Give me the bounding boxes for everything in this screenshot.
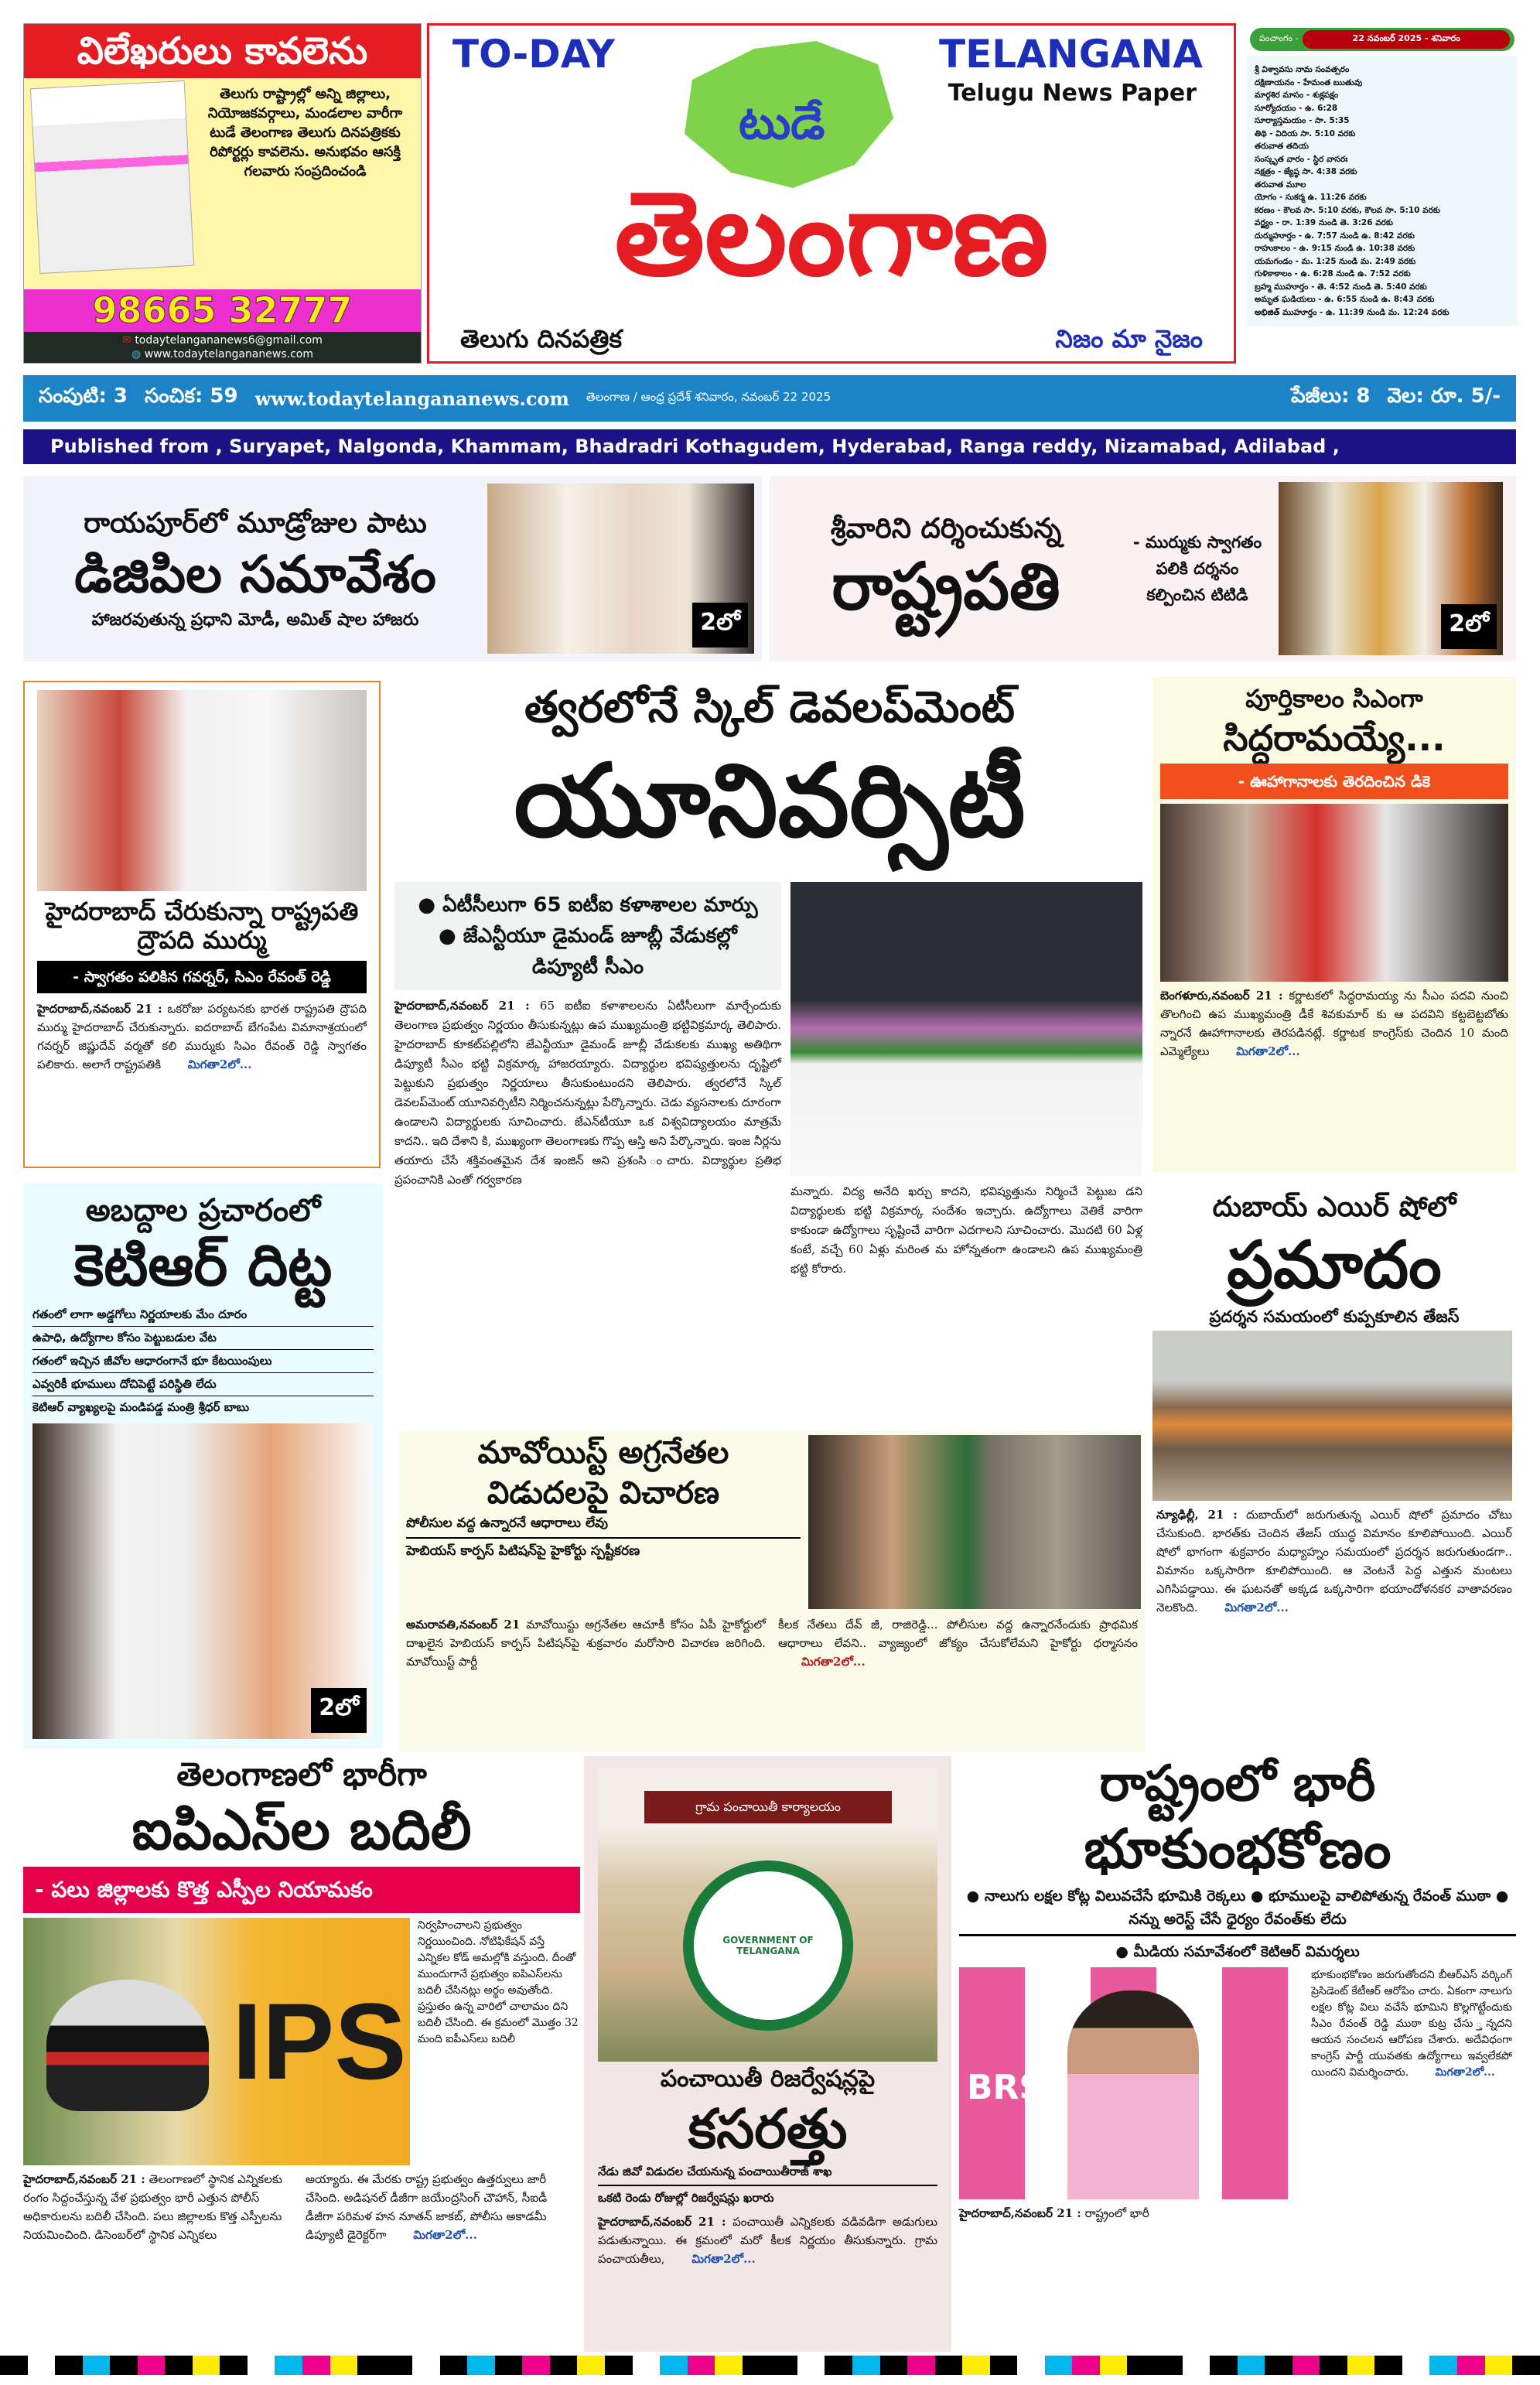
lead-body: హైదరాబాద్,నవంబర్ 21 : 65 ఐటీఐ కళాశాలలను ఏటీసీలుగా మార్చేందుకు తెలంగాణ ప్రభుత్వం నిర్ణయం తీసుకున్నట్లు ఉప ముఖ్యమంత్రి భట్టివిక్రమార్క తెలిపారు. హైదరాబాద్ కూకట్‌పల్లిలోని జేఎన్టీయూ డైమండ్ జూబ్లీ వేడుకలకు ముఖ్య అతిథిగా డిప్యూటీ సీఎం భట్టి విక్రమార్క హాజరయ్యారు. విద్యార్థుల భవిష్యత్తులను దృష్టిలో పెట్టుకుని ప్రభుత్వం నిర్ణయాలు తీసుకుంటుందని తెలిపారు. త్వరలోనే స్కిల్ డెవలప్‌మెంట్ యూనివర్సిటీని నిర్మించనున్నట్లు పేర్కొన్నారు. చెడు వ్యసనాలకు దూరంగా ఉండాలని విద్యార్థులకు సూచించారు. జేఎన్‌టీయూ ఒక విశ్వవిద్యాలయం మాత్రమే కాదని.. ఇది దేశాని కి, ముఖ్యంగా తెలంగాణకు గొప్ప ఆస్తి అని పేర్కొన్నారు. ఇంజ నీర్లను తయారు చేసే శక్తివంతమైన దేశ ఇంజిన్ అని ప్రశంసి ంచారు. విద్యార్థుల ప్రతిభ ప్రపంచానికి ఎంతో గర్వకారణ <box>394 999 781 1187</box>
murmu-headline: హైదరాబాద్ చేరుకున్నా రాష్ట్రపతి ద్రౌపది ముర్ము <box>45 897 359 955</box>
registration-swatch <box>1374 2356 1402 2375</box>
registration-swatch <box>962 2356 990 2375</box>
registration-swatch <box>110 2356 138 2375</box>
continued-link[interactable]: మిగతా2లో... <box>1224 1601 1289 1615</box>
continued-link[interactable]: మిగతా2లో... <box>801 1655 866 1669</box>
air-show-article[interactable] <box>1152 1191 1516 1748</box>
registration-swatch <box>880 2356 908 2375</box>
registration-swatch <box>797 2356 825 2375</box>
registration-swatch <box>495 2356 523 2375</box>
ips-strap: - పలు జిల్లాలకు కొత్త ఎస్పీల నియామకం <box>23 1867 580 1913</box>
registration-swatch <box>275 2356 302 2375</box>
panchayat-kicker: పంచాయితీ రిజర్వేషన్లపై <box>660 2066 876 2093</box>
page-ref-badge: 2లో <box>692 603 748 648</box>
land-bullet-2: ● మీడియ సమావేశంలో కెటిఆర్ విమర్శలు <box>1115 1943 1360 1961</box>
ktr-point: గతంలో లాగా అడ్డగోలు నిర్ణయాలకు మేం దూరం <box>32 1304 374 1327</box>
masthead-telangana: TELANGANA <box>939 32 1203 77</box>
lead-bullet-text: ఏటీసీలుగా 65 ఐటీఐ కళాశాలల మార్పు <box>442 894 758 917</box>
airshow-sub: ప్రదర్శన సమయంలో కుప్పకూలిన తేజస్ <box>1209 1307 1460 1326</box>
ips-transfer-article[interactable] <box>23 1756 580 2352</box>
murmu-strap: - స్వాగతం పలికిన గవర్నర్, సిఎం రేవంత్ రెడ్డి <box>37 961 367 993</box>
panchangam-header <box>1250 28 1514 51</box>
lead-body-continued: మన్నారు. విద్య అనేది ఖర్చు కాదని, భవిష్యత్తును నిర్మించే పెట్టుబ డని విద్యార్థులకు భట్టి విక్రమార్క సందేశం ఇచ్చారు. ఉద్యోగాలు వెతికే వారిగా కాకుండా ఉద్యోగాలు సృష్టించే వారిగా ఎదగాలని సూచించారు. మొదటి 60 ఏళ్ల కంటే, వచ్చే 60 ఏళ్లు మరింత మ హోన్నతంగా ఉండాలని ఉప ముఖ్యమంత్రి భట్టి కోరారు. <box>790 1184 1142 1276</box>
murmu-arrival-photo <box>37 690 367 891</box>
ktr-headline: కెటిఆర్ దిట్ట <box>73 1232 333 1299</box>
registration-swatch <box>1292 2356 1320 2375</box>
maoist-leaders-photo <box>808 1435 1141 1609</box>
registration-swatch <box>28 2356 56 2375</box>
registration-swatch <box>660 2356 688 2375</box>
registration-swatch <box>1347 2356 1375 2375</box>
ad-phone: 98665 32777 <box>24 289 421 332</box>
ips-side-body: నిర్వహించాలని ప్రభుత్వం నిర్ణయించింది. నోటిఫికేషన్ వస్తే ఎన్నికల కోడ్ అమల్లోకి వస్తుంది. దీంతో ముందుగానే ప్రభుత్వం ఐపిఎస్‌లను బదిలీ చేసినట్లు అర్థం అవుతోంది. ప్రస్తుతం ఉన్న వారిలో చాలామం దిని బదిలీ చేసింది. ఈ క్రమంలో మొత్తం 32 మంది ఐపీఎస్‌లు బదిలీ <box>418 1919 579 2046</box>
continued-link[interactable]: మిగతా2లో... <box>187 1057 252 1071</box>
ips-headline: ఐపిఎస్‌ల బదిలీ <box>131 1797 472 1863</box>
panchangam-line: తిథి - విదియ సా. 5:10 వరకు <box>1255 128 1356 138</box>
land-headline: భూకుంభకోణం <box>1084 1816 1391 1881</box>
panchayat-article[interactable] <box>584 1756 951 2352</box>
ips-kicker: తెలంగాణలో భారీగా <box>176 1755 427 1793</box>
registration-swatch <box>1155 2356 1183 2375</box>
panchangam-line: సంస్కృత వారం - స్థిర వాసరః <box>1255 154 1348 164</box>
registration-swatch <box>550 2356 578 2375</box>
registration-swatch <box>0 2356 28 2375</box>
registration-swatch <box>825 2356 852 2375</box>
reporters-wanted-ad <box>23 23 422 364</box>
panchayat-headline: కసరత్తు <box>688 2096 848 2161</box>
lead-bullet-text: జేఎన్టీయూ డైమండ్ జూబ్లీ వేడుకల్లో డిప్యూటీ సీఎం <box>463 924 737 979</box>
land-scam-article[interactable] <box>959 1756 1516 2352</box>
newspaper-thumbnail-image <box>30 80 194 274</box>
maoist-body: అమరావతి,నవంబర్ 21 మావోయిస్టు అగ్రనేతల ఆచూకీ కోసం ఏపీ హైకోర్టులో దాఖలైన హెబియస్ కార్పస్ పిటిషన్‌పై శుక్రవారం మరోసారి విచారణ జరిగింది. మావోయిస్ట్ పార్టీ <box>406 1618 766 1669</box>
land-bullets: ● నాలుగు లక్షల కోట్ల విలువచేసే భూమికి రెక్కలు ● భూములపై వాలిపోతున్న రేవంత్ ముఠా ● నన్ను అరెస్ట్ చేసే ధైర్యం రేవంత్‌కు లేదు <box>959 1884 1516 1936</box>
registration-swatch <box>715 2356 743 2375</box>
ad-title: విలేఖరులు కావలెను <box>24 24 421 78</box>
registration-swatch <box>248 2356 275 2375</box>
page-ref-badge: 2లో <box>1441 604 1497 649</box>
panchangam-line: అమృత ఘడియలు - ఉ. 6:55 నుండి ఉ. 8:43 వరకు <box>1255 295 1435 304</box>
registration-swatch <box>55 2356 83 2375</box>
registration-swatch <box>302 2356 330 2375</box>
maoist-body-continued: కీలక నేతలు దేవ్ జీ, రాజిరెడ్డి... పోలీసుల వద్ద ఉన్నారనేందుకు ప్రాథమిక ఆధారాలు లేవని.. వ్యాజ్యంలో జోక్యం చేసుకోలేమని హైకోర్టు ధర్మాసనం మిగతా2లో... <box>778 1618 1138 1669</box>
panchangam-line: యమగండం - మ. 1:25 నుండి మ. 2:49 వరకు <box>1255 256 1416 266</box>
registration-swatch <box>83 2356 111 2375</box>
ad-contact <box>24 332 421 363</box>
panchangam-line: సూర్యాస్తమయం - సా. 5:35 <box>1255 116 1350 125</box>
ktr-figure <box>1067 1990 1199 2199</box>
lead-bullet: ● ఏటీసీలుగా 65 ఐటీఐ కళాశాలల మార్పు <box>418 894 758 917</box>
telangana-emblem-icon: GOVERNMENT OF TELANGANA <box>683 1861 853 2031</box>
registration-swatch <box>577 2356 605 2375</box>
panchayat-sub-1: నేడు జివో విడుదల చేయనున్న పంచాయితీరాజ్ శాఖ <box>598 2165 937 2186</box>
registration-swatch <box>1457 2356 1485 2375</box>
panchayat-sub-2: ఒకటి రెండు రోజుల్లో రిజర్వేషన్లు ఖరారు <box>598 2191 774 2205</box>
panchangam-date: 22 నవంబర్ 2025 - శనివారం <box>1303 30 1510 49</box>
land-side-body: భూకుంభకోణం జరుగుతోందని బీఆర్ఎస్ వర్కింగ్ ప్రెసిడెంట్ కేటీఆర్ ఆరోపిం చారు. ఏకంగా నాలుగు లక్షల కోట్ల విలు వచేసే భూమిని కొల్లగొట్టేందుకు సీఎం రేవంత్ రెడ్డి ముఠా కుట్ర చేసు ్తన్నదని ఆయన సంచలన ఆరోపణ చేశారు. అదేవిధంగా కాంగ్రెస్ పార్టీ యువతకు ఉద్యోగాలు ఇవ్వలేకపో యిందని విమర్శించారు. మిగతా2లో... <box>1311 1969 1512 2079</box>
registration-swatch <box>1183 2356 1210 2375</box>
dgp-meeting-article[interactable] <box>23 476 762 661</box>
tirumala-headline: రాష్ట్రపతి <box>831 548 1060 625</box>
registration-swatch <box>935 2356 963 2375</box>
globe-icon: ◍ <box>131 348 145 360</box>
maoist-kicker: మావోయిస్ట్ అగ్రనేతల <box>477 1435 729 1471</box>
panchayat-body: హైదరాబాద్,నవంబర్ 21 : పంచాయితీ ఎన్నికలకు వడివడిగా అడుగులు పడుతున్నాయి. ఈ క్రమంలో మరో కీలక నిర్ణయం తీసుకున్నారు. గ్రామ పంచాయతీలు, మిగతా2లో... <box>598 2215 937 2266</box>
ips-cap-photo <box>23 1918 410 2165</box>
ktr-point: ఉపాధి, ఉద్యోగాల కోసం పెట్టుబడుల వేట <box>32 1327 374 1350</box>
lead-bullet: ● జేఎన్టీయూ డైమండ్ జూబ్లీ వేడుకల్లో డిప్యూటీ సీఎం <box>439 924 737 979</box>
modi-amitshah-photo <box>487 483 754 654</box>
registration-swatch <box>852 2356 880 2375</box>
registration-swatch <box>385 2356 413 2375</box>
sridhar-babu-photo <box>32 1423 373 1739</box>
masthead-subtitle: Telugu News Paper <box>948 80 1197 107</box>
continued-link[interactable]: మిగతా2లో... <box>413 2228 477 2243</box>
registration-swatch <box>1072 2356 1100 2375</box>
maoist-article[interactable] <box>398 1431 1145 1752</box>
registration-swatch <box>1485 2356 1513 2375</box>
lead-bullets <box>394 882 781 990</box>
tirumala-kicker: శ్రీవారిని దర్శించుకున్న <box>830 513 1062 545</box>
panchangam-line: అభిజిత్ ముహూర్తం - ఉ. 11:39 నుండి మ. 12:24 వరకు <box>1255 307 1450 317</box>
lead-headline: యూనివర్సిటీ <box>514 742 1026 859</box>
panchangam-line: మార్గశిర మాసం - శుక్లపక్షం <box>1255 91 1339 100</box>
ips-image-text: IPS <box>232 1980 407 2103</box>
registration-swatch <box>743 2356 770 2375</box>
maoist-sub-2: హెబియస్ కార్పస్ పిటిషన్‌పై హైకోర్టు స్పష్టీకరణ <box>406 1543 640 1559</box>
registration-swatch <box>522 2356 550 2375</box>
panchangam-line: సూర్యోదయం - ఉ. 6:28 <box>1255 103 1338 113</box>
panchangam-line: తరువాత తదియ <box>1255 142 1309 151</box>
registration-swatch <box>1320 2356 1347 2375</box>
dk-shivakumar-photo <box>1160 804 1508 982</box>
panchangam-line: దుర్ముహూర్తం - ఉ. 7:57 నుండి ఉ. 8:42 వరకు <box>1255 231 1415 241</box>
land-kicker: రాష్ట్రంలో భారీ <box>1099 1755 1376 1813</box>
lead-kicker: త్వరలోనే స్కిల్ డెవలప్‌మెంట్ <box>524 682 1016 733</box>
ktr-point: ఎవ్వరికీ భూములు దోచిపెట్టే పరిస్థితి లేదు <box>32 1373 374 1396</box>
registration-swatch <box>220 2356 248 2375</box>
ktr-kicker: అబద్దాల ప్రచారంలో <box>85 1193 321 1228</box>
continued-link[interactable]: మిగతా2లో... <box>691 2252 756 2266</box>
page-ref-badge: 2లో <box>311 1688 367 1733</box>
murmu-body: హైదరాబాద్,నవంబర్ 21 : ఒకరోజు పర్యటనకు భారత రాష్ట్రపతి ద్రౌపది ముర్ము హైదరాబాద్ చేరుకున్నారు. ఐదరాబాద్ బేగంపేట విమానాశ్రయంలో గవర్నర్ జిష్ణుదేవ్ వర్మతో కలి ముర్ముకు సిఎం రేవంత్ రెడ్డి స్వాగతం పలికారు. అలాగే రాష్ట్రపతికి మిగతా2లో... <box>37 1001 367 1071</box>
registration-swatch <box>1429 2356 1457 2375</box>
karnataka-kicker: పూర్తికాలం సిఎంగా <box>1245 684 1423 713</box>
panchayat-sign: గ్రామ పంచాయితీ కార్యాలయం <box>644 1791 892 1823</box>
maoist-sub-1: పోలీసుల వద్ద ఉన్నారనే ఆధారాలు లేవు <box>406 1515 801 1539</box>
registration-swatch <box>907 2356 935 2375</box>
website-link[interactable]: www.todaytelangananews.com <box>254 387 569 410</box>
masthead-today: TO-DAY <box>452 32 615 77</box>
registration-swatch <box>330 2356 358 2375</box>
karnataka-body: బెంగళూరు,నవంబర్ 21 : కర్ణాటకలో సిద్ధరామయ్య ను సీఎం పదవి నుంచి తొలగించి ఉప ముఖ్యమంత్రి డీకే శివకుమార్ కు ఆ పదవిని కట్టబెట్టబోతు న్నారనే ఊహాగానాలకు తెరపడినట్లే. కర్ణాటక కాంగ్రెస్‌కు చెందిన 10 మంది ఎమ్మెల్యేలు మిగతా2లో... <box>1160 988 1508 1058</box>
panchangam-line: నక్షత్రం - జ్యేష్ఠ సా. 4:38 వరకు <box>1255 167 1357 176</box>
panchangam-label: పంచాంగం - <box>1259 33 1299 43</box>
maoist-headline: విడుదలపై విచారణ <box>487 1475 720 1511</box>
panchangam-line: శ్రీ విశ్వావసు నామ సంవత్సరం <box>1255 65 1350 74</box>
police-cap-icon <box>46 1980 209 2111</box>
ips-body-continued: అయ్యారు. ఈ మేరకు రాష్ట్ర ప్రభుత్వం ఉత్తర్వులు జారీ చేసింది. అడిషనల్ డీజీగా జయేంద్రసింగ్ చౌహాన్, సీఐడీ డీజీగా పరిమళ హన నూతన్ జాకబ్, పోలీసు అకాడమీ డిప్యూటీ డైరెక్టర్‌గా మిగతా2లో... <box>306 2172 548 2243</box>
ips-body: హైదరాబాద్,నవంబర్ 21 : తెలంగాణలో స్థానిక ఎన్నికలకు రంగం సిద్దంచేస్తున్న వేళ ప్రభుత్వం భారీ ఎత్తున పోలీస్ అధికారులను బదిలీ చేసింది. పలు జిల్లాలకు కొత్త ఎస్పీలను నియమించింది. డిసెంబర్‌లో స్థానిక ఎన్నికలు <box>23 2172 282 2243</box>
ktr-points <box>32 1304 374 1419</box>
lead-article[interactable] <box>394 681 1145 1423</box>
registration-swatch <box>138 2356 166 2375</box>
registration-swatch <box>990 2356 1018 2375</box>
tirumala-photo <box>1279 482 1503 655</box>
karnataka-strap: - ఊహాగానాలకు తెరదించిన డికె <box>1160 764 1508 799</box>
masthead <box>427 23 1236 364</box>
ad-website[interactable]: www.todaytelangananews.com <box>144 348 313 360</box>
registration-swatch <box>1512 2356 1540 2375</box>
issue: సంచిక: 59 <box>145 384 238 408</box>
panchangam-line: తరువాత మూల <box>1255 179 1306 190</box>
brs-logo-text: BRS <box>967 2068 1044 2108</box>
dgp-kicker: రాయపూర్‌లో మూడ్రోజుల పాటు <box>84 507 427 539</box>
registration-swatch <box>1265 2356 1292 2375</box>
registration-swatch <box>688 2356 715 2375</box>
price: వెల: రూ. 5/- <box>1387 384 1501 408</box>
registration-swatch <box>1210 2356 1238 2375</box>
info-bar <box>23 375 1516 422</box>
tirumala-side: - ముర్ముకు స్వాగతం పలికి దర్శనం కల్పించిన టిటిడి <box>1132 533 1262 604</box>
dateline: తెలంగాణ / ఆంధ్ర ప్రదేశ్ శనివారం, నవంబర్ 22 2025 <box>586 390 831 404</box>
masthead-badge: టుడే <box>739 96 825 150</box>
bhatti-vikramarka-photo <box>790 882 1142 1176</box>
masthead-logo: తెలంగాణ <box>614 167 1049 302</box>
ad-text: తెలుగు రాష్ట్రాల్లో అన్ని జిల్లాలు, నియోజకవర్గాలు, మండలాల వారీగా టుడే తెలంగాణ తెలుగు దినపత్రికకు రిపోర్టర్లు కావలెను. అనుభవం ఆసక్తి గలవారు సంప్రదించండి <box>207 86 403 179</box>
registration-swatch <box>165 2356 193 2375</box>
continued-link[interactable]: మిగతా2లో... <box>1236 1044 1300 1058</box>
continued-link[interactable]: మిగతా2లో... <box>1435 2066 1495 2079</box>
registration-swatch <box>770 2356 797 2375</box>
ktr-article[interactable] <box>23 1184 383 1748</box>
registration-swatch <box>1100 2356 1128 2375</box>
karnataka-headline: సిద్దరామయ్యే... <box>1223 716 1446 759</box>
registration-swatch <box>1402 2356 1430 2375</box>
panchangam-line: కరణం - కౌలవ సా. 5:10 వరకు, కౌలవ సా. 5:10 వరకు <box>1255 205 1440 215</box>
airshow-headline: ప్రమాదం <box>1227 1227 1442 1304</box>
registration-swatch <box>1045 2356 1073 2375</box>
registration-swatch <box>357 2356 385 2375</box>
dgp-headline: డిజిపిల సమావేశం <box>74 545 436 605</box>
airshow-body: న్యూఢిల్లీ, 21 : దుబాయ్‌లో జరుగుతున్న ఎయిర్ షోలో ప్రమాదం చోటు చేసుకుంది. భారత్‌కు చెందిన తేజస్ యుద్ధ విమానం కూలిపోయింది. ఎయిర్ షోలో భాగంగా శుక్రవారం మధ్యాహ్నం సమయంలో ప్రదర్శన జరుగుతుండగా.. విమానం ఒక్కసారిగా కూలిపోయింది. ఆ వెంటనే పెద్ద ఎత్తున మంటలు ఎగిసిపడ్డాయి. ఈ ఘటనతో అక్కడ ఒక్కసారిగా భయాందోళనకర వాతావరణం నెలకొంది. మిగతా2లో... <box>1156 1508 1512 1615</box>
ktr-point: గతంలో ఇచ్చిన జీవోల ఆధారంగానే భూ కేటయింపులు <box>32 1350 374 1373</box>
ad-email[interactable]: todaytelangananews6@gmail.com <box>135 334 323 347</box>
murmu-article[interactable] <box>23 681 381 1168</box>
registration-swatch <box>193 2356 220 2375</box>
panchangam-line: యోగం - సుకర్మ ఉ. 11:26 వరకు <box>1255 193 1367 202</box>
masthead-tagline-left: తెలుగు దినపత్రిక <box>460 324 623 354</box>
published-from-bar: Published from , Suryapet, Nalgonda, Khammam, Bhadradri Kothagudem, Hyderabad, Ranga reddy, Nizamabad, Adilabad , <box>23 429 1516 464</box>
tejas-crash-photo <box>1152 1331 1512 1501</box>
registration-swatch <box>412 2356 440 2375</box>
panchangam-list <box>1247 56 1518 326</box>
land-body: హైదరాబాద్,నవంబర్ 21 : రాష్ట్రంలో భారీ <box>959 2206 1149 2221</box>
registration-swatch <box>1017 2356 1045 2375</box>
masthead-tagline-right: నిజం మా నైజం <box>1055 324 1203 354</box>
volume: సంపుటి: 3 <box>39 384 128 408</box>
registration-swatch <box>1127 2356 1155 2375</box>
gram-panchayat-photo <box>598 1768 937 2062</box>
airshow-kicker: దుబాయ్ ఎయిర్ షోలో <box>1212 1191 1456 1223</box>
registration-swatch <box>605 2356 633 2375</box>
panchangam-line: రాహుకాలం - ఉ. 9:15 నుండి ఉ. 10:38 వరకు <box>1255 244 1415 253</box>
panchangam-line: దక్షిణాయనం - హేమంత ఋతువు <box>1255 77 1363 87</box>
mail-icon: ✉ <box>122 334 135 347</box>
panchangam-line: వర్జ్యం - రా. 1:39 నుండి తె. 3:26 వరకు <box>1255 218 1393 227</box>
karnataka-article[interactable] <box>1152 677 1516 1172</box>
president-tirumala-article[interactable] <box>770 476 1516 661</box>
dgp-subhead: హాజరవుతున్న ప్రధాని మోడీ, అమిత్ షాల హాజరు <box>91 610 419 630</box>
registration-swatch <box>633 2356 661 2375</box>
pages: పేజీలు: 8 <box>1291 384 1371 408</box>
registration-swatch <box>1238 2356 1265 2375</box>
ktr-point: కెటిఆర్ వ్యాఖ్యలపై మండిపడ్డ మంత్రి శ్రీధర్ బాబు <box>32 1400 250 1415</box>
registration-swatch <box>440 2356 468 2375</box>
registration-swatch <box>467 2356 495 2375</box>
panchangam-box <box>1247 23 1518 367</box>
panchangam-line: బ్రహ్మ ముహూర్తం - తె. 4:52 నుండి తె. 5:40 వరకు <box>1255 282 1427 292</box>
ktr-press-meet-photo <box>959 1967 1303 2199</box>
color-registration-strip <box>0 2356 1540 2375</box>
panchangam-line: గుళికాకాలం - ఉ. 6:28 నుండి ఉ. 7:52 వరకు <box>1255 269 1411 278</box>
